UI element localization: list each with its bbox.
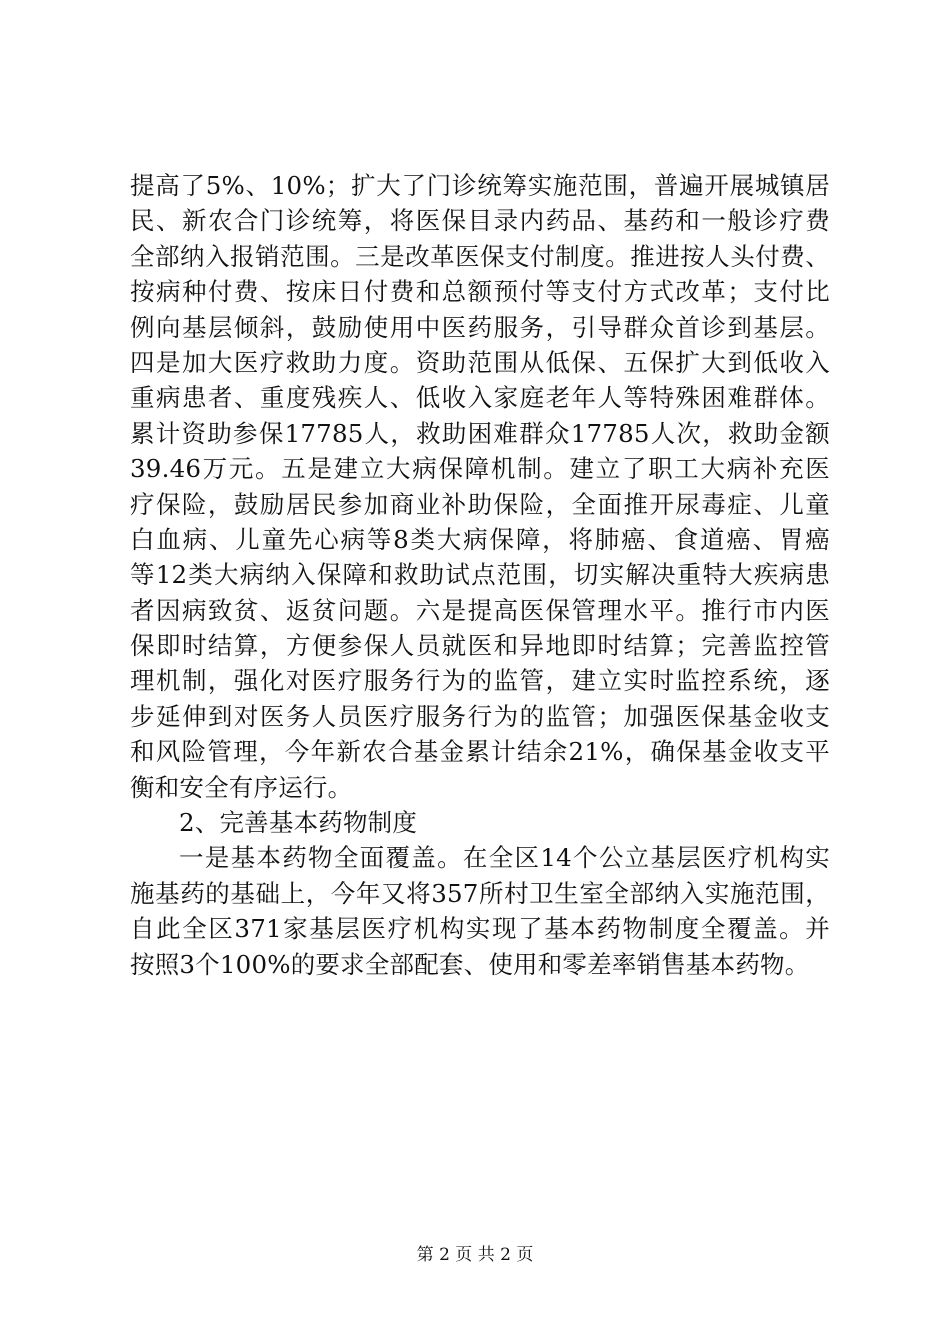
text-line: 和风险管理，今年新农合基金累计结余21%，确保基金收支平 [130,737,830,767]
text-line: 理机制，强化对医疗服务行为的监管，建立实时监控系统，逐 [130,666,830,696]
section-heading [130,805,830,840]
paragraph-1 [130,168,830,805]
text-line: 民、新农合门诊统筹，将医保目录内药品、基药和一般诊疗费 [130,206,830,236]
text-line: 39.46万元。五是建立大病保障机制。建立了职工大病补充医 [130,454,830,484]
text-line: 自此全区371家基层医疗机构实现了基本药物制度全覆盖。并 [130,914,830,944]
text-line: 者因病致贫、返贫问题。六是提高医保管理水平。推行市内医 [130,595,830,625]
text-line: 例向基层倾斜，鼓励使用中医药服务，引导群众首诊到基层。 [130,312,830,342]
text-line: 疗保险，鼓励居民参加商业补助保险，全面推开尿毒症、儿童 [130,489,830,519]
heading-text: 2、完善基本药物制度 [179,808,418,838]
text-line: 白血病、儿童先心病等8类大病保障，将肺癌、食道癌、胃癌 [130,524,830,554]
text-line: 全部纳入报销范围。三是改革医保支付制度。推进按人头付费、 [130,241,830,271]
text-line: 保即时结算，方便参保人员就医和异地即时结算；完善监控管 [130,631,830,661]
text-line: 按照3个100%的要求全部配套、使用和零差率销售基本药物。 [130,949,810,979]
text-line: 衡和安全有序运行。 [130,772,353,802]
page-footer [0,1243,950,1267]
text-line: 按病种付费、按床日付费和总额预付等支付方式改革；支付比 [130,277,830,307]
text-line: 施基药的基础上，今年又将357所村卫生室全部纳入实施范围， [130,878,830,908]
text-line: 四是加大医疗救助力度。资助范围从低保、五保扩大到低收入 [130,347,830,377]
text-line: 累计资助参保17785人，救助困难群众17785人次，救助金额 [130,418,830,448]
text-line: 一是基本药物全面覆盖。在全区14个公立基层医疗机构实 [179,843,830,873]
text-line: 重病患者、重度残疾人、低收入家庭老年人等特殊困难群体。 [130,383,830,413]
page-number-label: 第 2 页 共 2 页 [416,1245,534,1265]
text-line: 提高了5%、10%；扩大了门诊统筹实施范围，普遍开展城镇居 [130,171,830,200]
text-line: 等12类大病纳入保障和救助试点范围，切实解决重特大疾病患 [130,560,830,590]
text-line: 步延伸到对医务人员医疗服务行为的监管；加强医保基金收支 [130,701,830,731]
paragraph-3 [130,840,830,982]
document-body [130,168,830,982]
